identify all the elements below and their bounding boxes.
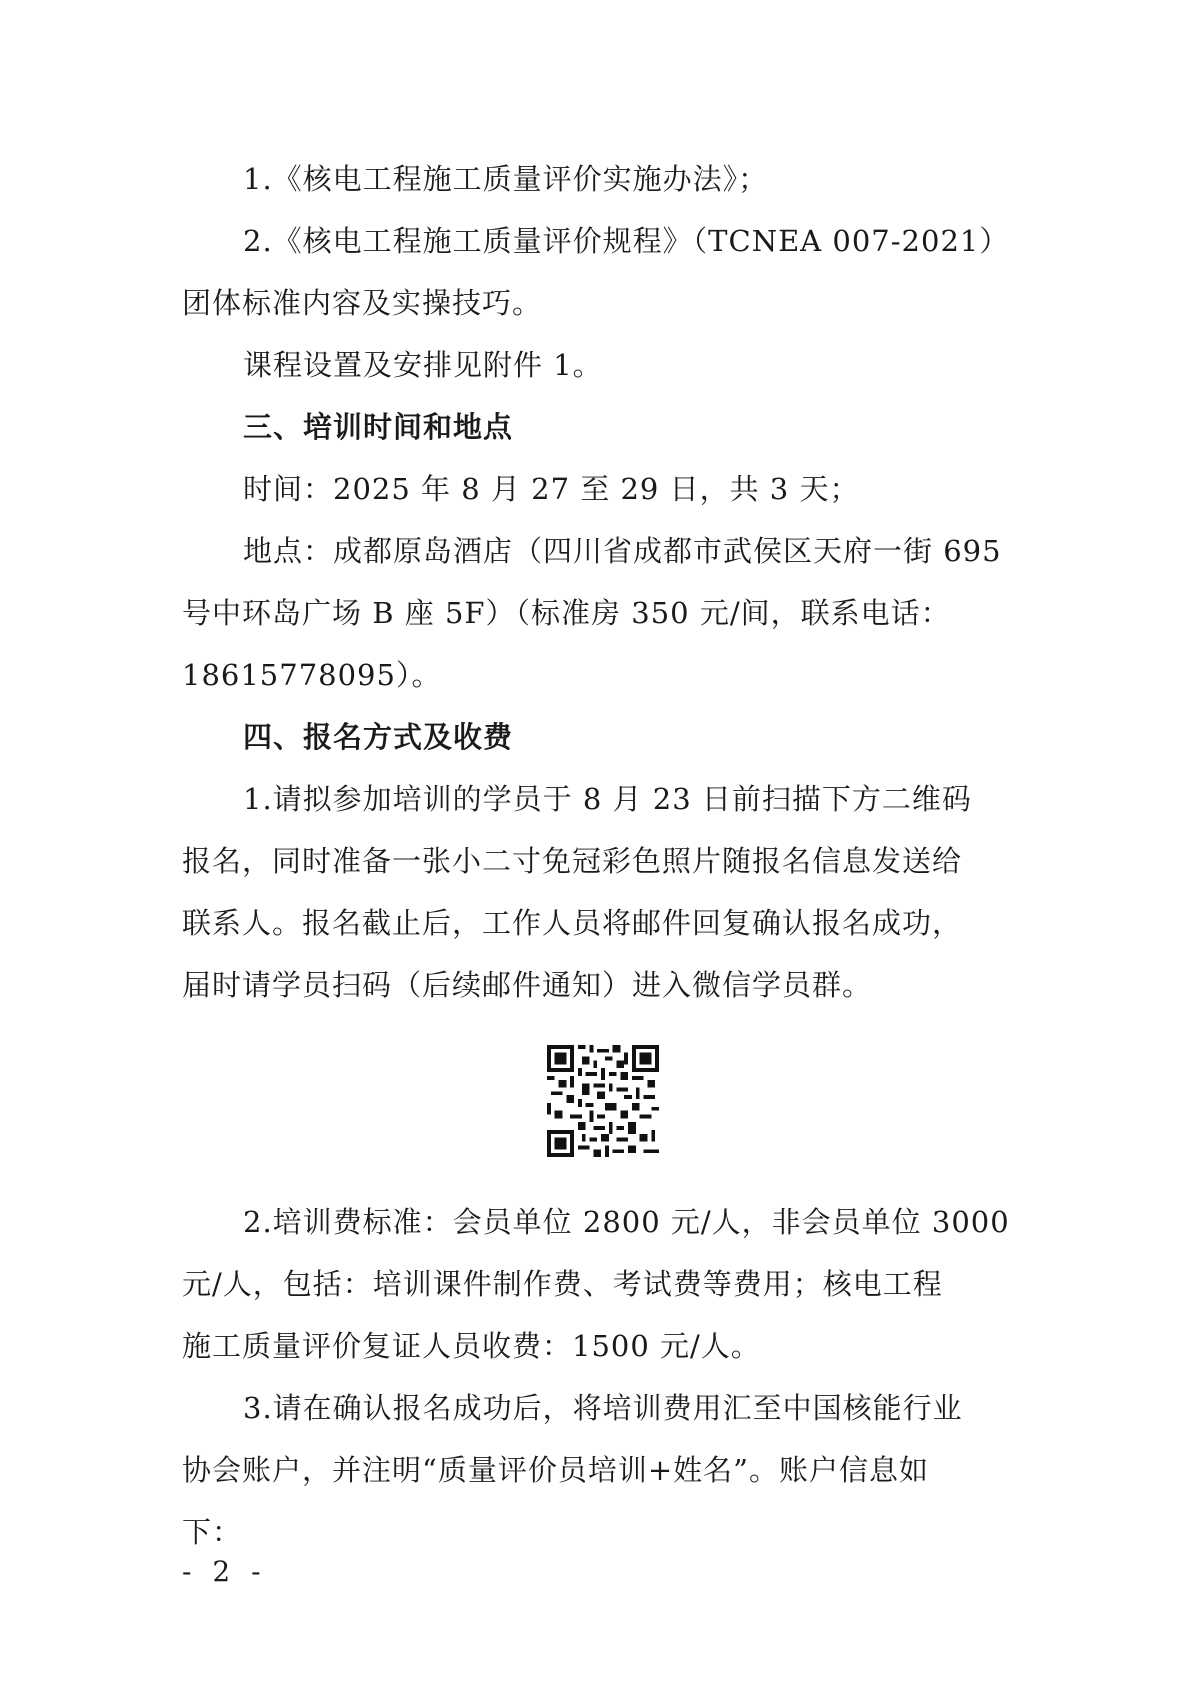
section-heading-time-location: 三、培训时间和地点 xyxy=(243,410,514,444)
training-location: 地点：成都原岛酒店（四川省成都市武侯区天府一街 695 xyxy=(243,534,1002,568)
contact-phone: 18615778095）。 xyxy=(182,658,442,692)
section-heading-registration-fees: 四、报名方式及收费 xyxy=(243,720,514,754)
registration-instruction-line-2: 报名，同时准备一张小二寸免冠彩色照片随报名信息发送给 xyxy=(182,844,963,878)
registration-instruction-line-3: 联系人。报名截止后，工作人员将邮件回复确认报名成功， xyxy=(182,906,963,940)
payment-instruction: 3.请在确认报名成功后，将培训费用汇至中国核能行业 xyxy=(243,1391,963,1425)
qr-code-icon[interactable] xyxy=(547,1045,659,1157)
course-arrangement-note: 课程设置及安排见附件 1。 xyxy=(243,348,603,382)
training-fee-standard-line-2: 元/人，包括：培训课件制作费、考试费等费用；核电工程 xyxy=(182,1267,943,1301)
payment-instruction-line-2: 协会账户，并注明“质量评价员培训+姓名”。账户信息如 xyxy=(182,1453,929,1487)
training-fee-standard: 2.培训费标准：会员单位 2800 元/人，非会员单位 3000 xyxy=(243,1205,1010,1239)
training-location-continuation: 号中环岛广场 B 座 5F）（标准房 350 元/间，联系电话： xyxy=(182,596,951,630)
page-number: - 2 - xyxy=(182,1555,267,1588)
item-2-evaluation-regulation: 2.《核电工程施工质量评价规程》（TCNEA 007-2021） xyxy=(243,224,1010,258)
payment-instruction-line-3: 下： xyxy=(182,1515,243,1549)
training-time: 时间：2025 年 8 月 27 至 29 日，共 3 天； xyxy=(243,472,860,506)
item-1-implementation-measures: 1.《核电工程施工质量评价实施办法》； xyxy=(243,162,769,196)
registration-instruction-line-4: 届时请学员扫码（后续邮件通知）进入微信学员群。 xyxy=(182,968,873,1002)
item-2-continuation: 团体标准内容及实操技巧。 xyxy=(182,286,543,320)
registration-instruction: 1.请拟参加培训的学员于 8 月 23 日前扫描下方二维码 xyxy=(243,782,972,816)
recertification-fee: 施工质量评价复证人员收费：1500 元/人。 xyxy=(182,1329,761,1363)
